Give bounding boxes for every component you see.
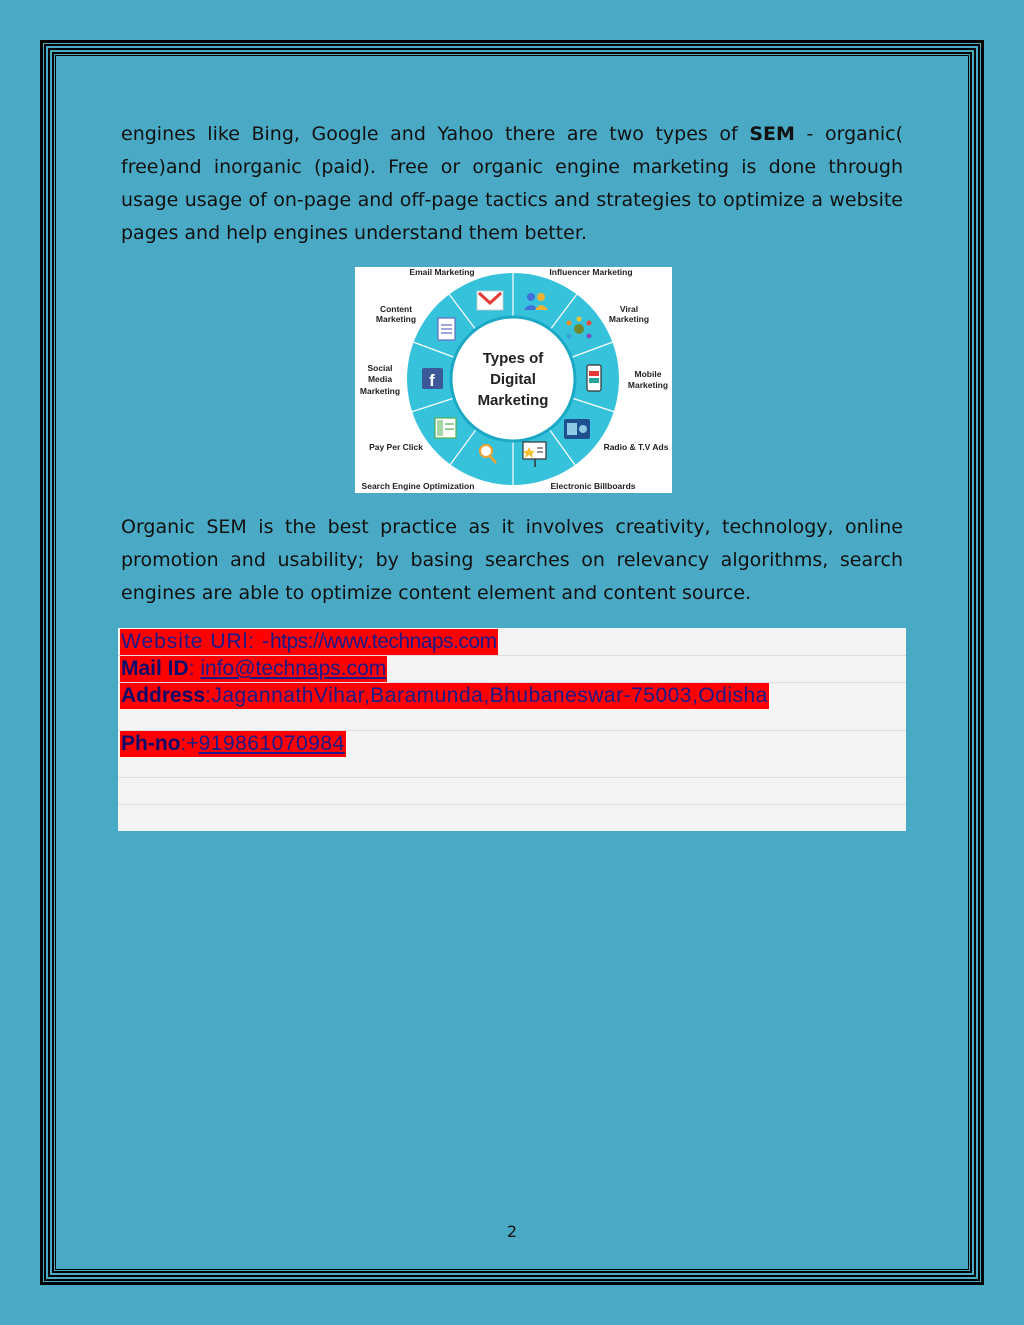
website-link[interactable]: htps://www.technaps.com [269,630,497,653]
center-title-3: Marketing [477,392,549,409]
label-mobile-1: Mobile [634,369,662,379]
center-title-1: Types of [482,350,544,367]
label-ppc: Pay Per Click [369,442,423,452]
label-radio-tv: Radio & T.V Ads [603,442,669,452]
label-social-2: Media [367,374,393,384]
label-email: Email Marketing [409,267,475,277]
phone-link[interactable]: 919861070984 [198,732,345,755]
label-influencer: Influencer Marketing [549,267,633,277]
mobile-icon [587,365,601,391]
sem-term: SEM [749,123,795,145]
label-viral-2: Marketing [608,314,650,324]
row-divider [118,777,906,778]
center-title-2: Digital [490,371,536,388]
mail-row [120,656,387,682]
phone-row [120,731,346,757]
page-number: 2 [506,1222,518,1241]
row-divider [118,804,906,805]
mail-separator: : [188,657,201,680]
label-mobile-2: Marketing [627,380,669,390]
label-social-1: Social [367,363,393,373]
mail-link[interactable]: info@technaps.com [200,657,387,680]
radio-tv-icon [564,419,590,439]
label-content-1: Content [379,304,413,314]
label-billboards: Electronic Billboards [550,481,636,491]
facebook-icon [422,368,443,390]
intro-paragraph [121,118,903,250]
label-content-2: Marketing [375,314,417,324]
address-value: :JagannathVihar,Baramunda,Bhubaneswar-75003,Odisha [205,684,768,707]
intro-text-end: - organic( free)and inorganic (paid). Free or organic engine marketing is done through usage usage of on-page and off-page tactics and strategies to optimize a website pages and help engines understand them better. [121,123,903,244]
website-label: Website URl: - [121,630,270,653]
pay-per-click-icon [435,418,456,438]
diagram-svg [355,267,672,493]
phone-separator: :+ [180,732,199,755]
email-icon [477,291,503,310]
intro-text-start: engines like Bing, Google and Yahoo there are two types of [121,123,750,145]
address-row [120,683,769,709]
contact-block [118,628,906,831]
organic-sem-paragraph: Organic SEM is the best practice as it involves creativity, technology, online promotion and usability; by basing searches on relevancy algorithms, search engines are able to optimize content element and content source. [121,516,903,604]
mail-label: Mail ID [121,657,189,680]
phone-label: Ph-no [121,732,181,755]
content-icon [438,318,455,340]
address-label: Address [121,684,206,707]
label-seo: Search Engine Optimization [361,481,475,491]
svg-text:f: f [429,371,435,390]
website-row [120,629,498,655]
label-social-3: Marketing [359,386,401,396]
digital-marketing-diagram [355,267,672,493]
label-viral-1: Viral [619,304,639,314]
